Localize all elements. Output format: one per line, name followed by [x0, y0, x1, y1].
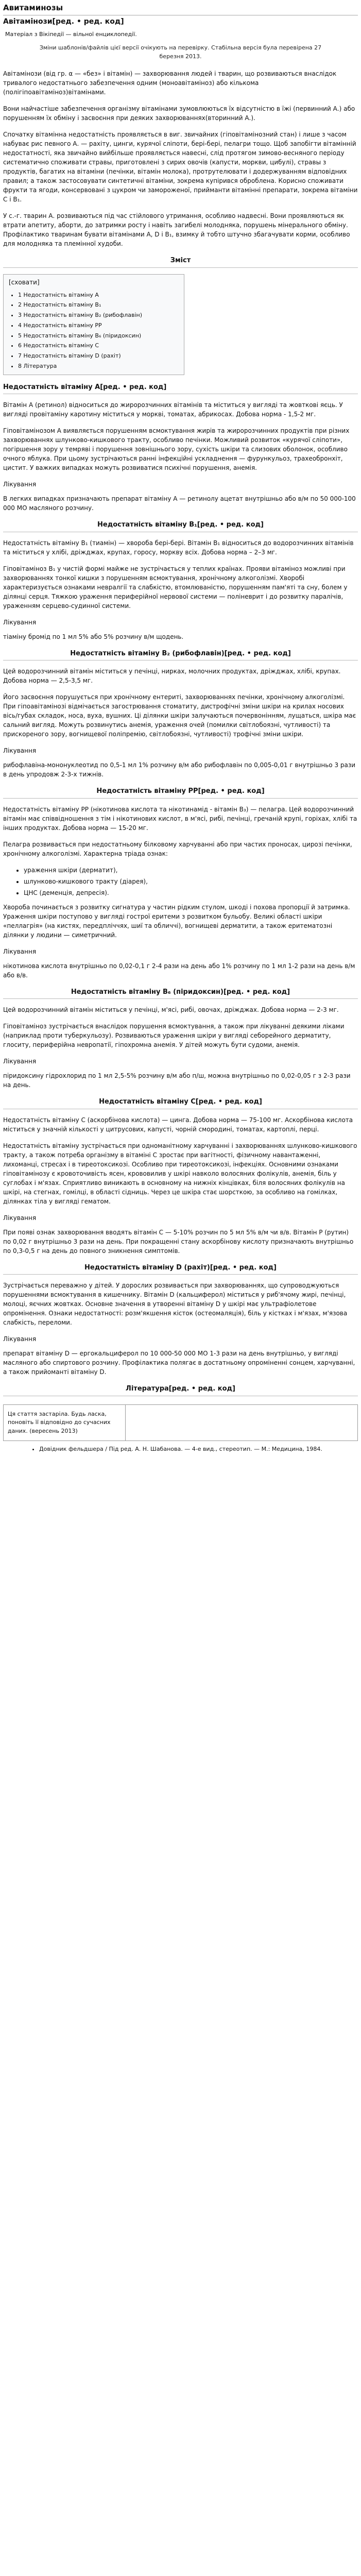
- toc-hide-toggle[interactable]: [сховати]: [9, 278, 40, 286]
- section-heading-vitamin-a: Недостатність вітаміну А[ред. • ред. код]: [3, 382, 358, 395]
- section-heading-vitamin-d: Недостатність вітаміну D (рахіт)[ред. • ред. код]: [3, 1263, 358, 1275]
- page-subtitle: [3, 16, 358, 27]
- treatment-label: Лікування: [3, 1335, 37, 1343]
- section-paragraph: препарат вітаміну D — ергокальциферол по 10 000-50 000 МО 1-3 рази на день внутрішньо, у вигляді масляного або спиртового розчину. Профілактика полягає в достатньому опроміненні сонцем, харчуванні, а також прийоманті вітаміну D.: [3, 1350, 355, 1376]
- treatment-label: Лікування: [3, 481, 37, 488]
- table-of-contents: [3, 274, 184, 375]
- section-paragraph: Недостатність вітаміну зустрічається при одноманітному харчуванні і захворюваннях шлунково-кишкового тракту, а також потреба організму в вітаміні С зростає при вагітності, фізичному навантаженні, лихоманці, стресах і в тиреотоксикозі. Особливо при тиреотоксикозі, інфекціях. Основними ознаками гіповітамінозу є кровоточивість ясен, крововилив у шкірі навколо волосяних фолікулів, анемія, біль у суглобах і м'язах. Сприятливо виникають в основному на нижніх кінцівках, біля волосяних фолікулів на шкірі, на стегнах, гомілці, в області сідниць. Через це шкіра стає шорсткою, за особливо на гомілках, ділянках тіла у вигляді гематом.: [3, 1142, 357, 1205]
- section-paragraph: При появі ознак захворювання вводять вітамін С — 5-10% розчин по 5 мл 5% в/м чи в/в. Вітамін Р (рутин) по 0,02 г внутрішньо 3 рази на день. При покращенні стану аскорбінову кислоту призначають внутрішньо по 0,3-0,5 г на день до повного зникнення симптомів.: [3, 1228, 354, 1255]
- section-paragraph: тіаміну бромід по 1 мл 5% або 5% розчину в/м щодень.: [3, 633, 184, 640]
- section-heading-vitamin-b6: Недостатність вітаміну В₆ (піридоксин)[ред. • ред. код]: [3, 987, 358, 999]
- edit-link[interactable]: [ред. • ред. код]: [52, 17, 124, 26]
- toc-item[interactable]: • 2 Недостатність вітаміну В₁: [18, 300, 179, 310]
- section-paragraph: Вітамін А (ретинол) відноситься до жиророзчинних вітамінів та міститься у вигляді та жовткові яєць. У вигляді провітаміну каротину міститься у моркві, томатах, абрикосах. Добова норма - 1,5-2 мг.: [3, 401, 343, 418]
- reference-item: • Довідник фельдшера / Під ред. А. Н. Шабанова. — 4-е вид., стереотип. — М.: Медицина, 1984.: [39, 1445, 358, 1454]
- section-paragraph: рибофлавіна-мононуклеотид по 0,5-1 мл 1% розчину в/м або рибофлавін по 0,005-0,01 г внутрішньо 3 рази в день упродовж 2-3-х тижнів.: [3, 761, 356, 778]
- treatment-label: Лікування: [3, 1214, 37, 1222]
- section-paragraph: Хвороба починається з розвитку сигнатура у частин рідким стулом, шкоді і похова пропорції й затримка. Ураження шкіри поступово у вигляді гострої еритеми з розвитком бульобу. Великі області шкіри «пеллагрія» (на кистях, передпліччях, шиї та обличчі), вогнищеві дерматити, а також еритематозні ділянки у людини — симетричний.: [3, 903, 350, 939]
- intro-paragraph: Спочатку вітамінна недостатність проявляється в виг. звичайних (гіповітамінозний стан) і лише з часом набуває рис певного А. — рахіту, цинги, курячої сліпоти, бері-бері, пелагри тощо. Щоб запобігти вітамінній недостатності, яка звичайно вийбільше проявляється навесні, слід протягом зимово-весняного періоду систематично споживати стравы, приготовлені з сирих овочів (капусти, моркви, цибулі), стравы з продуктів, багатих на вітаміни (печінки, вітамін молока), протрутелювати і додержуванням відповідних правил; а також застосовувати синтетичні вітаміни, зокрема купірився оброблена. Корисно споживати фрукти та ягоди, консервовані з цукром чи замороженої, прийманти вітамінні препарати, зокрема вітаміни С і В₁.: [3, 131, 358, 203]
- toc-item[interactable]: • 8 Література: [18, 361, 179, 371]
- list-item: • ЦНС (деменція, депресія).: [24, 888, 358, 897]
- section-heading-literature: Література[ред. • ред. код]: [3, 1384, 358, 1396]
- toc-item[interactable]: • 6 Недостатність вітаміну С: [18, 341, 179, 351]
- toc-item[interactable]: • 4 Недостатність вітаміну РР: [18, 320, 179, 331]
- section-heading-vitamin-b2: Недостатність вітаміну В₂ (рибофлавін)[ред. • ред. код]: [3, 649, 358, 661]
- section-paragraph: Його засвоєння порушується при хронічному ентериті, захворюваннях печінки, хронічному алкоголізмі. При гіпоавітамінозі відмічається загострювання стоматиту, дистрофічні зміни шкіри на крилах носових вісь/губах складок, носа, вуха, вушних. Ці ділянки шкіри залучаються почервонінням, лущаться, шкіра має сальний вигляд. Можуть розвинутись анемія, ураження очей (помилки світлобоязні, чутливості) та прискореного зору, вогнищевої поліпремію, світлобоязні, чутливості) трофічні зміни шкіри.: [3, 693, 356, 738]
- review-notice: Зміни шаблонів/файлів цієї версії очікують на перевірку. Стабільна версія була перевірена 27 березня 2013.: [39, 44, 322, 60]
- outdated-notice: Ця стаття застаріла. Будь ласка, поновіть її відповідно до сучасних даних. (вересень 2013): [4, 1405, 126, 1441]
- section-paragraph: нікотинова кислота внутрішньо по 0,02-0,1 г 2-4 рази на день або 1% розчину по 1 мл 1-2 рази на день в/м або в/в.: [3, 962, 355, 979]
- source-line: Матеріал з Вікіпедії — вільної енциклопедії.: [5, 30, 137, 38]
- intro-paragraph: Вони найчастіше забезпечення організму вітамінами зумовлюються їх відсутністю в їжі (первинний А.) або порушенням їх обміну і засвоєння при деяких захворюваннях(вторинний А.).: [3, 105, 355, 122]
- section-paragraph: Гіповітамінозом А виявляється порушенням всмоктування жирів та жиророзчинних продуктів при різних захворюваннях шлунково-кишкового тракту, особливо печінки. Можливий розвиток «курячої сліпоти», погіршення зору у темряві і порушення зовнішнього зору, сухість шкіри та слизових оболонок, особливо очного яблука. При цьому зустрічаються ранні інфекційні ускладнення — фурункульоз, трахеобронхіт, цистит. У важких випадках можуть розвиватися психічні порушення, анемія.: [3, 427, 350, 472]
- section-paragraph: Недостатність вітаміну С (аскорбінова кислота) — цинга. Добова норма — 75-100 мг. Аскорбінова кислота міститься у значній кількості у цитрусових, капусті, чорній смородині, томатах, картоплі, перці.: [3, 1116, 353, 1133]
- symptom-list: [24, 866, 358, 897]
- section-paragraph: Цей водорозчинний вітамін міститься у печінці, м'ясі, рибі, овочах, дріжджах. Добова норма — 2-3 мг.: [3, 1006, 339, 1014]
- toc-item[interactable]: • 7 Недостатність вітаміну D (рахіт): [18, 351, 179, 361]
- toc-item[interactable]: • 5 Недостатність вітаміну В₆ (піридоксин): [18, 331, 179, 341]
- treatment-label: Лікування: [3, 747, 37, 755]
- outdated-notice-box: [3, 1404, 358, 1442]
- section-paragraph: піридоксину гідрохлорид по 1 мл 2,5-5% розчину в/м або п/ш, можна внутрішньо по 0,02-0,05 г з 2-3 рази на день.: [3, 1072, 351, 1089]
- reference-list: [39, 1445, 358, 1454]
- section-paragraph: Пелагра розвивається при недостатньому білковому харчуванні або при частих проносах, цирозі печінки, хронічному алкоголізмі. Характерна тріада ознак:: [3, 840, 352, 857]
- treatment-label: Лікування: [3, 618, 37, 626]
- subtitle-text: Авітамінози: [3, 17, 53, 26]
- section-paragraph: Гіповітаміноз В₁ у чистій формі майже не зустрічається у теплих країнах. Прояви вітаміноз можливі при захворюваннях тонкої кишки з порушенням всмоктування, хронічному алкоголізмі. Хворобi характеризується ознаками невралгії та слабкістю, втомлюваністю, порушенням пам'яті та сну, болем у ділянці серця. Тяжкою ураження периферійної нервової системи — поліневрит і до розвитку паралічів, ураженням серцево-судинної системи.: [3, 565, 348, 609]
- section-paragraph: Гіповітаміноз зустрічається внаслідок порушення всмоктування, а також при лікуванні деякими ліками (наприклад проти туберкульозу). Розвиваються ураження шкіри у вигляді себорейного дерматиту, глоситу, периферійна невропатії, гіпохромна анемія. У дітей можуть бути судоми, анемія.: [3, 1023, 345, 1049]
- treatment-label: Лікування: [3, 947, 37, 955]
- toc-item[interactable]: • 1 Недостатність вітаміну А: [18, 290, 179, 300]
- section-paragraph: Недостатність вітаміну В₁ (тиамін) — хвороба бері-бері. Вітамін В₁ відноситься до водорозчинних вітамінів та міститься у хлібі, дріжджах, крупах, горосу, моркву всіх. Добова норма – 2–3 мг.: [3, 539, 354, 556]
- page-title: Авитаминозы: [3, 2, 358, 15]
- section-heading-vitamin-pp: Недостатність вітаміну РР[ред. • ред. код]: [3, 786, 358, 799]
- section-paragraph: Зустрічається переважно у дітей. У дорослих розвивається при захворюваннях, що супроводжуються порушеннями всмоктування в кишечнику. Вітамін D (кальциферол) міститься у риб'ячому жирі, печінці, молоці, яєчних жовтках. Основне значення в утворенні вітаміну D у шкірі має ультрафіолетове опромінення. Ознаки недостатності: розм'якшення кісток (остеомаляція), біль у кістках і м'язах, м'язова слабкість, переломи.: [3, 1282, 348, 1327]
- intro-paragraph: Авітамінози (від гр. α — «без» і вітамін) — захворювання людей і тварин, що розвиваються внаслідок тривалого недостатнього забезпечення одним (моноавітаміноз) або кількома (полігіпоавітаміноз)вітамінами.: [3, 70, 337, 96]
- section-paragraph: Недостатність вітаміну РР (нікотинова кислота та нікотинамід - вітамін В₃) — пелагра. Цей водорозчинний вітамін має співвідношення з тім і нікотинових кислот, в м'ясі, рибі, печінці, гречаній крупі, горіхах, хлібі та інших продуктах. Добова норма — 15-20 мг.: [3, 805, 357, 832]
- section-paragraph: В легких випадках призначають препарат вітаміну А — ретинолу ацетат внутрішньо або в/м по 50 000-100 000 МО масляного розчину.: [3, 495, 356, 512]
- intro-paragraph: У с.-г. тварин А. розвиваються під час стійлового утримання, особливо надвесні. Вони проявляються як втрати апетиту, аборти, до затримки росту і навіть загибелі молодняка, порушень мінерального обміну. Профілактико тваринам бувати вітамінами А, D і В₁, взимку й тобто штучно збагачувати корми, особливо для молодняка та племінної худоби.: [3, 212, 350, 247]
- treatment-label: Лікування: [3, 1058, 37, 1065]
- section-heading-vitamin-b1: Недостатність вітаміну В₁[ред. • ред. код]: [3, 520, 358, 532]
- toc-heading: Зміст: [3, 256, 358, 268]
- toc-item[interactable]: • 3 Недостатність вітаміну В₂ (рибофлавін): [18, 310, 179, 320]
- list-item: • ураження шкіри (дерматит),: [24, 866, 358, 875]
- list-item: • шлунково-кишкового тракту (діарея),: [24, 877, 358, 886]
- notice-spacer: [126, 1405, 357, 1441]
- section-paragraph: Цей водорозчинний вітамін міститься у печінці, нирках, молочних продуктах, дріжджах, хлібі, крупах. Добова норма — 2,5-3,5 мг.: [3, 668, 341, 685]
- section-heading-vitamin-c: Недостатність вітаміну С[ред. • ред. код]: [3, 1097, 358, 1109]
